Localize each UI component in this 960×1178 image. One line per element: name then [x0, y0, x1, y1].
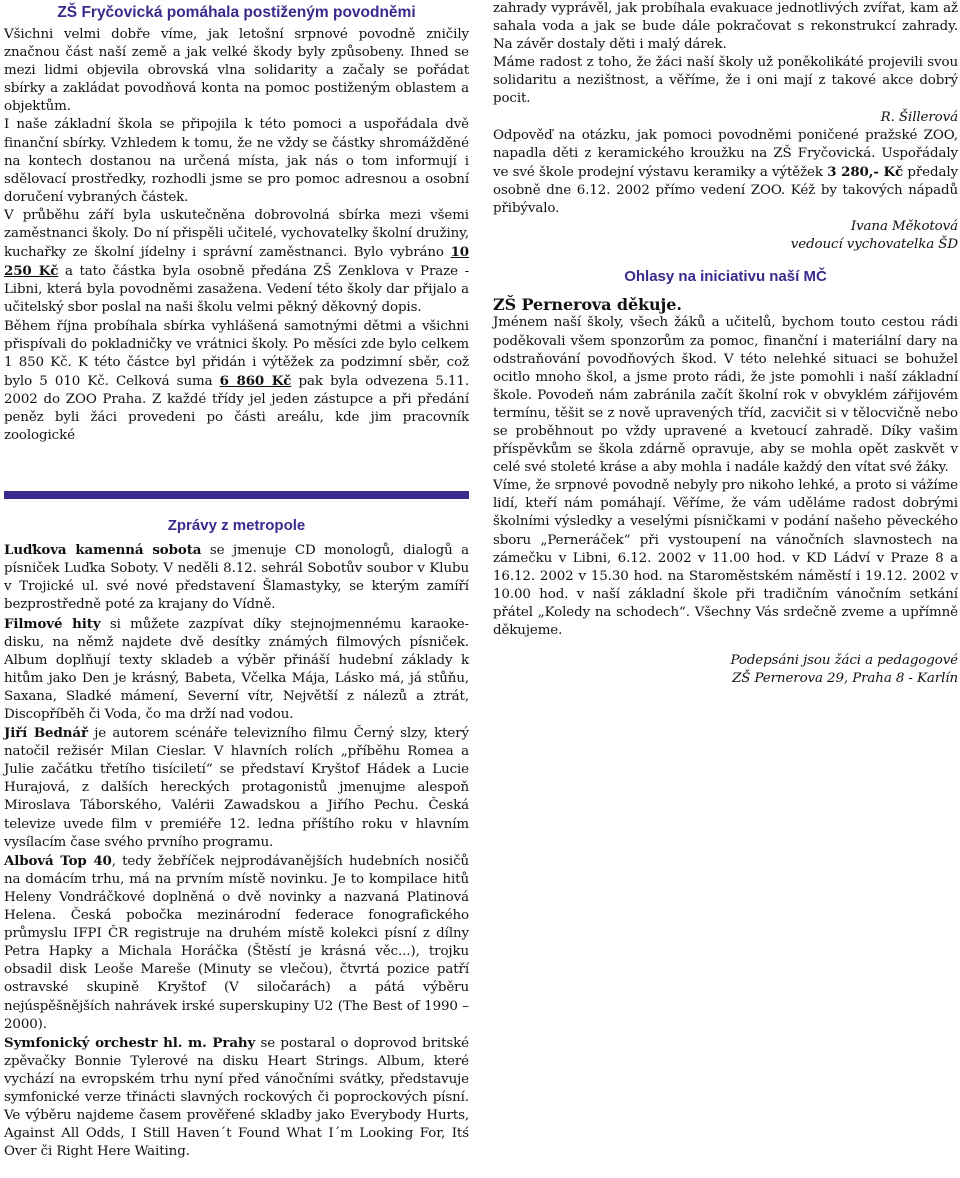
paragraph: Víme, že srpnové povodně nebyly pro nikoho lehké, a proto si vážíme lidí, kteří nám pomáhají. Věříme, že vám uděláme radost dobrými školními výsledky a veselými písničkami v podání našeho pěveckého sboru „Perneráček“ při vystoupení na vánočních slavnostech na zámečku v Libni, 6.12. 2002 v 11.00 hod. v KD Ládví v Praze 8 a 16.12. 2002 v 15.30 hod. na Staroměstském náměstí i 19.12. 2002 v 10.00 hod. v naší základní škole při tradičním vánočním setkání přátel „Koledy na schodech“. Všechny Vás srdečně zveme a upřímně děkujeme.	[493, 478, 958, 638]
news-item	[4, 724, 469, 852]
news-item-lead: Symfonický orchestr hl. m. Prahy	[4, 1034, 256, 1051]
news-item	[4, 615, 469, 725]
amount-highlight: 6 860 Kč	[219, 372, 292, 389]
news-item-lead: Albová Top 40	[4, 852, 112, 869]
paragraph-text: V průběhu září byla uskutečněna dobrovolná sbírka mezi všemi zaměstnanci školy. Do ní přispěli učitelé, vychovatelky školní družiny, kuchařky ze školní jídelny i správní zaměstnanci. Bylo vybráno	[4, 207, 469, 261]
paragraph: zahrady vyprávěl, jak probíhala evakuace jednotlivých zvířat, kam až sahala voda a jak se bude dále pokračovat s rekonstrukcí zahrady. Na závěr dostaly děti i malý dárek.	[493, 1, 958, 53]
paragraph-text: pak byla odvezena 5.11. 2002 do ZOO Praha. Z každé třídy jel jeden zástupce a při předání peněz byli žáci provedeni po části areálu, kde jim pracovník zoologické	[4, 373, 469, 444]
paragraph: I naše základní škola se připojila k této pomoci a uspořádala dvě finanční sbírky. Vzhledem k tomu, že ne vždy se částky shromážděné na kontech dostanou na určená místa, jak nás o tom informují i sdělovací prostředky, rozhodli jsme se pro pomoc adresnou a osobní doručení vybraných částek.	[4, 117, 469, 205]
signature-address: ZŠ Pernerova 29, Praha 8 - Karlín	[732, 671, 958, 687]
paragraph-text: Odpověď na otázku, jak pomoci povodněmi poničené pražské ZOO, napadla děti z keramického kroužku na ZŠ Fryčovická. Uspořádaly ve své škole prodejní výstavu keramiky a výtěžek	[493, 127, 958, 180]
signature: R. Šillerová	[880, 109, 958, 125]
amount-highlight: 3 280,- Kč	[827, 163, 904, 180]
paragraph	[4, 318, 469, 446]
news-item-text: se jmenuje CD monologů, dialogů a písniček Luďka Soboty. V neděli 8.12. sehrál Sobotův soubor v Klubu v Trojické ul. své nové představení Šlamastyky, se kterým zamíří bezprostředně poté za krajany do Vídně.	[4, 543, 469, 613]
news-item-lead: Jiří Bednář	[4, 725, 88, 742]
section-title-zpravy: Zprávy z metropole	[167, 517, 306, 535]
signature-role: vedoucí vychovatelka ŠD	[790, 237, 958, 253]
news-item	[4, 541, 469, 614]
paragraph: Jménem naší školy, všech žáků a učitelů, bychom touto cestou rádi poděkovali všem sponzorům za pomoc, finanční i materiální dary na odstraňování povodňových škod. V této nelehké situaci se bohužel ocitlo mnoho škol, a jsme proto rádi, že jste pomohli i naší základní škole. Povodeň nám zabránila začít školní rok v obvyklém zářijovém termínu, těšit se z nově upravených tříd, zacvičit si v tělocvičně nebo se proběhnout po vždy upravené a kvetoucí zahradě. Díky vašim příspěvkům se škola zdárně opravuje, aby se mohla opět zaskvět v celé své stoleté kráse a aby mohla i nadále každý den vítat své žáky.	[493, 315, 958, 476]
paragraph: Všichni velmi dobře víme, jak letošní srpnové povodně zničily značnou část naší země a jak velké škody byly způsobeny. Ihned se mezi lidmi objevila obrovská vlna solidarity a začaly se pořádat sbírky a zakládat povodňová konta na pomoc postiženým oblastem a objektům.	[4, 27, 469, 115]
news-item	[4, 852, 469, 1034]
amount-highlight: 10 250 Kč	[4, 244, 469, 280]
signature-name: Ivana Měkotová	[850, 219, 958, 235]
paragraph-text: Během října probíhala sbírka vyhlášená samotnými dětmi a všichni přispívali do pokladničky ve vrátnici školy. Po měsíci zde bylo celkem 1 850 Kč. K této částce byl přidán i výtěžek za podzimní sběr, což bylo 5 010 Kč. Celková suma	[4, 318, 469, 389]
section-divider	[4, 491, 469, 499]
paragraph: Máme radost z toho, že žáci naší školy už poněkolikáté projevili svou solidaritu a nezištnost, a věříme, že i oni mají z takové akce dobrý pocit.	[493, 55, 958, 107]
right-column	[493, 0, 958, 688]
article-title: ZŠ Fryčovická pomáhala postiženým povodněmi	[57, 4, 416, 21]
paragraph	[493, 127, 958, 218]
news-item	[4, 1034, 469, 1162]
left-column	[4, 0, 469, 1161]
paragraph-text: předaly osobně dne 6.12. 2002 přímo vedení ZOO. Kéž by takových nápadů přibývalo.	[493, 164, 958, 217]
section-title-ohlasy: Ohlasy na iniciativu naší MČ	[624, 268, 827, 286]
paragraph-text: a tato částka byla osobně předána ZŠ Zenklova v Praze - Libni, která byla povodněmi zasažena. Vedení této školy dar přijalo a učitelský sbor poslal na naši školu velmi pěkný děkovný dopis.	[4, 264, 469, 316]
news-item-text: se postaral o doprovod britské zpěvačky Bonnie Tylerové na disku Heart Strings. Album, které vychází na evropském trhu nyní před vánočními svátky, představuje symfonické verze třinácti slavných rockových či poprockových písní. Ve výběru najdeme časem prověřené skladby jako Everybody Hurts, Against All Odds, I Still Haven´t Found What I´m Looking For, Itś Over či Right Here Waiting.	[4, 1035, 469, 1160]
article-subtitle: ZŠ Pernerova děkuje.	[493, 295, 682, 315]
paragraph	[4, 207, 469, 318]
signature-line: Podepsáni jsou žáci a pedagogové	[730, 653, 958, 669]
news-item-text: si můžete zazpívat díky stejnojmennému karaoke-disku, na němž najdete dvě desítky známých filmových písniček. Album doplňují texty skladeb a výběr přináší hudební základy k hitům jako Den je krásný, Babeta, Včelka Mája, Lásko má, já stůňu, Saxana, Sladké mámení, Severní vítr, Největší z nálezů a ztrát, Discopříběh či Voda, čo ma drží nad vodou.	[4, 616, 469, 722]
news-item-lead: Luďkova kamenná sobota	[4, 542, 202, 559]
news-item-text: , tedy žebříček nejprodávanějších hudebních nosičů na domácím trhu, má na prvním místě novinku. Je to kompilace hitů Heleny Vondráčkové doplněná o dvě novinky a nazvaná Platinová Helena. Česká pobočka mezinárodní federace fonografického průmyslu IFPI ČR registruje na druhém místě kolekci písní z dílny Petra Hapky a Michala Horáčka (Štěstí je krásná věc...), trojku obsadil disk Leoše Mareše (Minuty se vlečou), čtvrtá pozice patří ostravské skupině Kryštof (V siločarách) a pátá výběru nejúspěšnějších nahrávek irské superskupiny U2 (The Best of 1990 – 2000).	[4, 853, 470, 1032]
news-item-lead: Filmové hity	[4, 615, 101, 632]
news-item-text: je autorem scénáře televizního filmu Černý slzy, který natočil režisér Milan Cieslar. V hlavních rolích „příběhu Romea a Julie začátku třetího tisíciletí“ se představí Kryštof Hádek a Lucie Hurajová, z dalších hereckých protagonistů jmenujme alespoň Miroslava Táborského, Valérii Zawadskou a Jiřího Pechu. Česká televize uvede film v premiéře 12. ledna příštího roku v hlavním vysílacím čase svého prvního programu.	[4, 726, 470, 850]
